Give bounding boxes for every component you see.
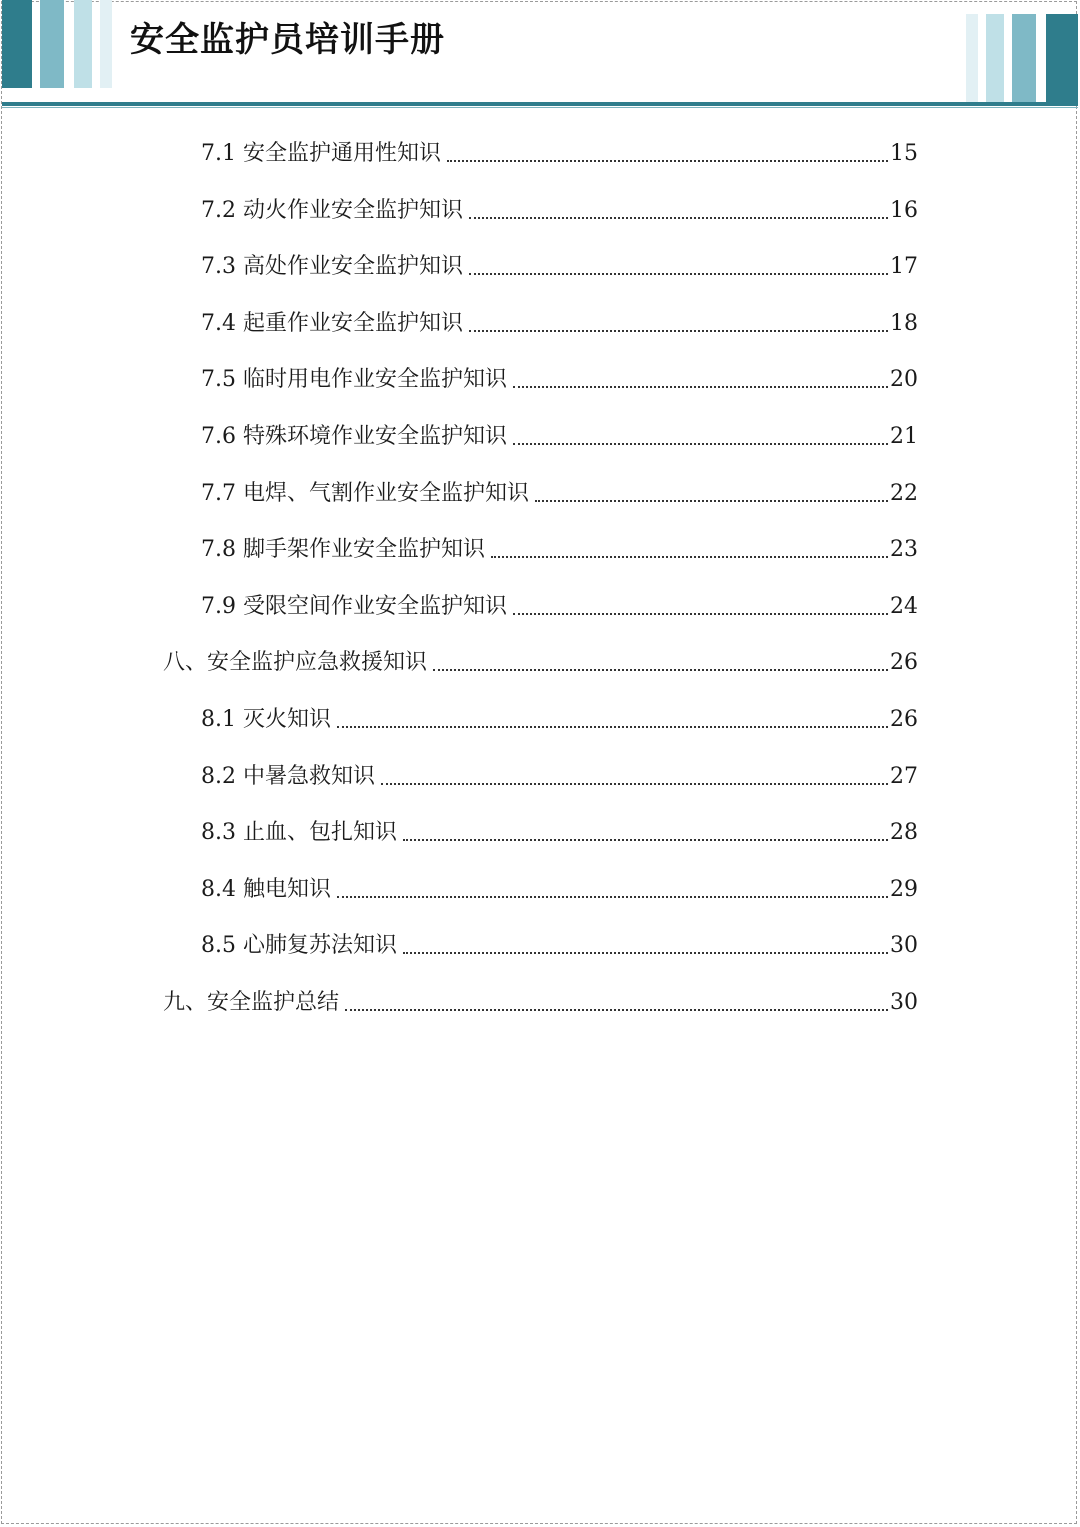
toc-entry[interactable] [201,244,918,284]
toc-dot-leader [337,896,888,898]
header-bar-right-mid [1012,14,1036,102]
toc-dot-leader [535,500,888,502]
toc-entry[interactable] [201,527,918,567]
toc-dot-leader [469,217,888,219]
toc-entry[interactable] [201,923,918,963]
toc-dot-leader [491,556,888,558]
toc-entry-label: 7.7 电焊、气割作业安全监护知识 [201,481,529,506]
header-rule-thin [2,107,1078,108]
toc-entry-label: 7.1 安全监护通用性知识 [201,141,441,166]
header-bar-right-pale [966,14,978,102]
toc-dot-leader [337,726,888,728]
header-bar-dark [2,0,32,88]
toc-dot-leader [469,273,888,275]
header-bar-pale [100,0,112,88]
toc-dot-leader [433,669,888,671]
toc-dot-leader [403,952,888,954]
page-header [0,0,1080,110]
toc-entry[interactable] [201,810,918,850]
toc-dot-leader [447,160,888,162]
toc-entry-label: 8.4 触电知识 [201,877,331,902]
toc-entry-label: 7.5 临时用电作业安全监护知识 [201,367,507,392]
toc-entry-page-number: 30 [890,990,918,1015]
toc-entry-label: 7.6 特殊环境作业安全监护知识 [201,424,507,449]
toc-entry-page-number: 30 [890,933,918,958]
toc-dot-leader [381,783,888,785]
toc-entry[interactable] [201,188,918,228]
toc-dot-leader [513,386,888,388]
toc-entry-page-number: 22 [890,481,918,506]
toc-entry[interactable] [163,980,918,1020]
toc-entry-page-number: 20 [890,367,918,392]
header-bar-right-dark [1046,14,1078,102]
header-bar-light [74,0,92,88]
toc-dot-leader [513,613,888,615]
toc-entry-page-number: 29 [890,877,918,902]
toc-entry-label: 7.2 动火作业安全监护知识 [201,198,463,223]
toc-entry-page-number: 28 [890,820,918,845]
header-bar-mid [40,0,64,88]
toc-entry-page-number: 15 [890,141,918,166]
toc-entry[interactable] [201,471,918,511]
toc-dot-leader [403,839,888,841]
toc-entry-page-number: 18 [890,311,918,336]
toc-dot-leader [513,443,888,445]
toc-entry[interactable] [163,640,918,680]
toc-entry-page-number: 26 [890,650,918,675]
document-title: 安全监护员培训手册 [130,20,445,60]
toc-entry-label: 7.4 起重作业安全监护知识 [201,311,463,336]
header-rule [2,102,1078,106]
toc-entry[interactable] [201,584,918,624]
header-bar-right-light [986,14,1004,102]
toc-entry[interactable] [201,867,918,907]
toc-entry-page-number: 26 [890,707,918,732]
toc-entry[interactable] [201,357,918,397]
toc-entry-label: 八、安全监护应急救援知识 [163,650,428,675]
toc-entry-label: 7.8 脚手架作业安全监护知识 [201,537,485,562]
toc-entry-label: 8.2 中暑急救知识 [201,764,375,789]
toc-entry[interactable] [201,301,918,341]
toc-entry-label: 九、安全监护总结 [163,990,340,1015]
toc-entry-label: 8.1 灭火知识 [201,707,331,732]
toc-entry-label: 7.3 高处作业安全监护知识 [201,254,463,279]
toc-dot-leader [345,1009,888,1011]
toc-entry-page-number: 23 [890,537,918,562]
toc-entry-page-number: 24 [890,594,918,619]
toc-entry[interactable] [201,697,918,737]
toc-entry[interactable] [201,754,918,794]
toc-entry-page-number: 17 [890,254,918,279]
toc-entry-page-number: 21 [890,424,918,449]
toc-entry[interactable] [201,131,918,171]
toc-entry-page-number: 16 [890,198,918,223]
toc-entry-label: 7.9 受限空间作业安全监护知识 [201,594,507,619]
toc-entry-label: 8.5 心肺复苏法知识 [201,933,397,958]
toc-entry[interactable] [201,414,918,454]
toc-dot-leader [469,330,888,332]
toc-entry-page-number: 27 [890,764,918,789]
toc-entry-label: 8.3 止血、包扎知识 [201,820,397,845]
